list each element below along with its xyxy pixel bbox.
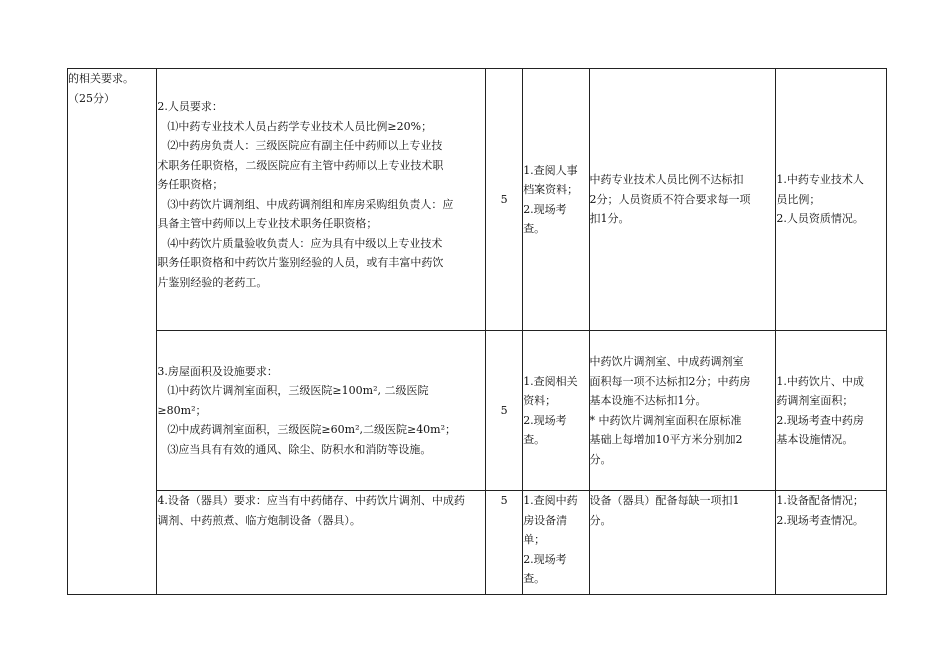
requirement-line: ⑷中药饮片质量验收负责人：应为具有中级以上专业技术 xyxy=(167,236,443,250)
deduct-cell xyxy=(589,69,776,331)
requirement-line: ⑶中药饮片调剂组、中成药调剂组和库房采购组负责人：应 xyxy=(167,197,454,211)
requirement-line: ⑶应当具有有效的通风、除尘、防积水和消防等设施。 xyxy=(167,442,432,456)
deduct-line: 分。 xyxy=(589,513,612,527)
method-cell xyxy=(523,69,589,331)
standards-table xyxy=(67,68,887,595)
check-line: 1.中药专业技术人 xyxy=(776,173,864,187)
method-line: 1.查阅人事 xyxy=(523,163,578,177)
check-line: 1.中药饮片、中成 xyxy=(776,374,864,388)
score-cell: 5 xyxy=(486,69,523,331)
table-row xyxy=(68,491,887,595)
requirement-line: 4.设备（器具）要求：应当有中药储存、中药饮片调剂、中成药 xyxy=(157,494,465,507)
requirement-line: 片鉴别经验的老药工。 xyxy=(157,275,268,289)
requirement-line: ≥80m²； xyxy=(157,403,207,417)
method-line: 房设备清 xyxy=(523,513,568,527)
check-line: 1.设备配备情况； xyxy=(776,494,864,507)
method-line: 2.现场考 xyxy=(523,202,567,216)
method-line: 2.现场考 xyxy=(523,552,567,566)
check-line: 员比例； xyxy=(776,192,821,206)
deduct-cell xyxy=(589,491,776,595)
check-line: 2.现场考查中药房 xyxy=(776,413,864,427)
requirement-line: 务任职资格； xyxy=(157,178,224,191)
check-cell xyxy=(776,331,887,491)
requirement-line: ⑴中药饮片调剂室面积，三级医院≥100m², 二级医院 xyxy=(167,384,429,398)
table-row xyxy=(68,331,887,491)
check-cell xyxy=(776,69,887,331)
deduct-line: 中药饮片调剂室、中成药调剂室 xyxy=(589,355,744,368)
category-cell xyxy=(68,69,157,595)
score-cell: 5 xyxy=(486,491,523,595)
requirement-line: 调剂、中药煎煮、临方炮制设备（器具）。 xyxy=(157,513,361,527)
requirement-line: ⑴中药专业技术人员占药学专业技术人员比例≥20%； xyxy=(167,119,433,133)
requirement-cell xyxy=(157,491,486,595)
deduct-cell xyxy=(589,331,776,491)
deduct-line: * 中药饮片调剂室面积在原标准 xyxy=(589,413,742,427)
check-line: 2.人员资质情况。 xyxy=(776,212,864,226)
method-line: 查。 xyxy=(523,222,546,235)
category-score: （25分） xyxy=(68,91,115,105)
score-cell: 5 xyxy=(486,331,523,491)
requirement-line: ⑵中药房负责人：三级医院应有副主任中药师以上专业技 xyxy=(167,139,443,152)
method-cell xyxy=(523,491,589,595)
deduct-line: 设备（器具）配备每缺一项扣1 xyxy=(589,494,740,507)
deduct-line: 基本设施不达标扣1分。 xyxy=(589,394,707,407)
method-line: 查。 xyxy=(523,572,546,585)
method-line: 单； xyxy=(523,533,546,546)
check-cell xyxy=(776,491,887,595)
deduct-line: 中药专业技术人员比例不达标扣 xyxy=(589,173,744,187)
method-line: 资料； xyxy=(523,394,557,407)
method-cell xyxy=(523,331,589,491)
method-line: 1.查阅中药 xyxy=(523,494,578,507)
check-line: 基本设施情况。 xyxy=(776,433,854,446)
deduct-line: 面积每一项不达标扣2分；中药房 xyxy=(589,374,751,388)
requirement-line: 具备主管中药师以上专业技术职务任职资格； xyxy=(157,217,378,230)
deduct-line: 2分；人员资质不符合要求每一项 xyxy=(589,192,751,206)
category-line: 的相关要求。 xyxy=(68,72,134,85)
requirement-cell xyxy=(157,331,486,491)
table-row xyxy=(68,69,887,331)
requirement-line: 术职务任职资格，二级医院应有主管中药师以上专业技术职 xyxy=(157,158,444,172)
method-line: 档案资料； xyxy=(523,183,579,196)
deduct-line: 基础上每增加10平方米分别加2 xyxy=(589,433,743,446)
requirement-cell xyxy=(157,69,486,331)
check-line: 2.现场考查情况。 xyxy=(776,513,864,527)
requirement-line: ⑵中成药调剂室面积，三级医院≥60m²,二级医院≥40m²； xyxy=(167,423,457,437)
deduct-line: 分。 xyxy=(589,452,612,466)
method-line: 1.查阅相关 xyxy=(523,374,578,388)
requirement-line: 职务任职资格和中药饮片鉴别经验的人员，或有丰富中药饮 xyxy=(157,256,444,269)
requirement-line: 2.人员要求： xyxy=(157,100,223,113)
method-line: 查。 xyxy=(523,433,546,446)
method-line: 2.现场考 xyxy=(523,413,567,427)
deduct-line: 扣1分。 xyxy=(589,212,630,226)
check-line: 药调剂室面积； xyxy=(776,394,854,407)
requirement-line: 3.房屋面积及设施要求： xyxy=(157,364,278,378)
